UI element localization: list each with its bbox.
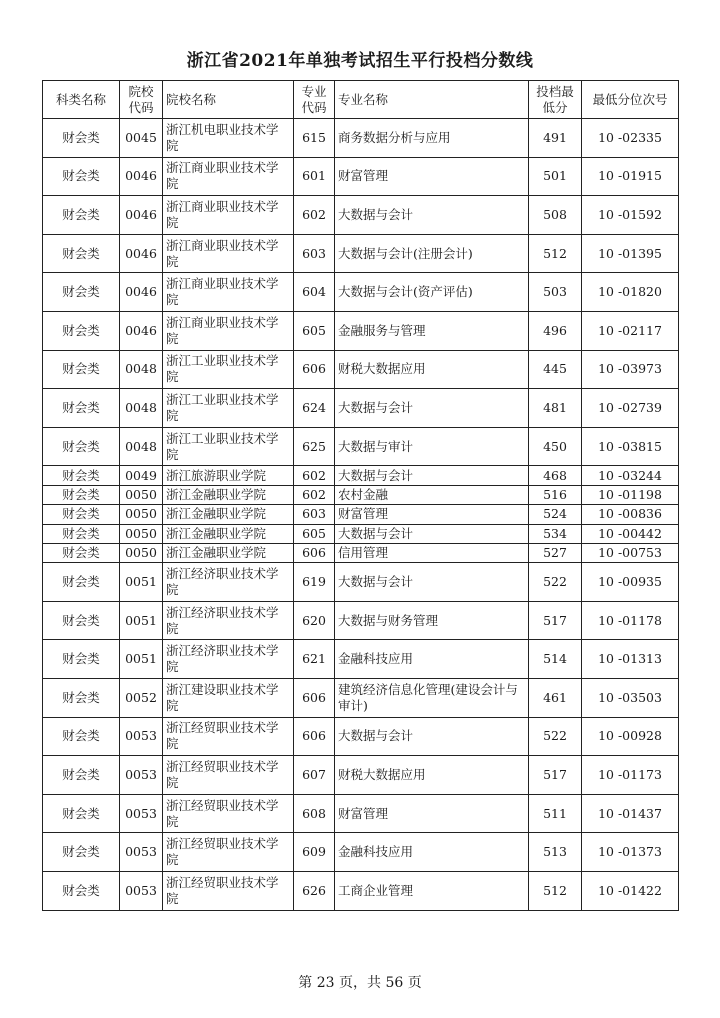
cell-min-rank: 10 -01173 — [582, 756, 679, 795]
cell-school-name: 浙江经贸职业技术学院 — [163, 833, 294, 872]
cell-min-score: 445 — [529, 350, 582, 389]
table-row — [43, 756, 679, 795]
page-title: 浙江省2021年单独考试招生平行投档分数线 — [186, 51, 534, 71]
cell-school-name: 浙江经贸职业技术学院 — [163, 756, 294, 795]
cell-major-name: 财富管理 — [335, 505, 529, 524]
cell-min-rank: 10 -00753 — [582, 543, 679, 562]
cell-category: 财会类 — [43, 485, 120, 504]
cell-school-code: 0048 — [120, 427, 163, 466]
cell-min-score: 516 — [529, 485, 582, 504]
cell-category: 财会类 — [43, 119, 120, 158]
cell-min-score: 468 — [529, 466, 582, 485]
cell-min-score: 496 — [529, 311, 582, 350]
cell-school-name: 浙江机电职业技术学院 — [163, 119, 294, 158]
table-row — [43, 273, 679, 312]
cell-min-score: 513 — [529, 833, 582, 872]
cell-min-rank: 10 -03815 — [582, 427, 679, 466]
table-row — [43, 679, 679, 718]
cell-category: 财会类 — [43, 234, 120, 273]
cell-major-code: 624 — [294, 389, 335, 428]
cell-category: 财会类 — [43, 157, 120, 196]
cell-major-name: 财税大数据应用 — [335, 350, 529, 389]
cell-school-code: 0053 — [120, 833, 163, 872]
cell-school-name: 浙江金融职业学院 — [163, 543, 294, 562]
table-row — [43, 350, 679, 389]
cell-school-code: 0053 — [120, 794, 163, 833]
cell-major-code: 625 — [294, 427, 335, 466]
cell-major-name: 财富管理 — [335, 794, 529, 833]
cell-major-code: 606 — [294, 717, 335, 756]
table-row — [43, 563, 679, 602]
cell-school-name: 浙江建设职业技术学院 — [163, 679, 294, 718]
cell-min-rank: 10 -01373 — [582, 833, 679, 872]
cell-school-name: 浙江经济职业技术学院 — [163, 563, 294, 602]
cell-category: 财会类 — [43, 196, 120, 235]
header-major-name: 专业名称 — [335, 81, 529, 119]
cell-min-rank: 10 -01820 — [582, 273, 679, 312]
table-row — [43, 794, 679, 833]
cell-major-name: 金融科技应用 — [335, 833, 529, 872]
cell-major-name: 大数据与会计(资产评估) — [335, 273, 529, 312]
table-row — [43, 427, 679, 466]
cell-school-code: 0050 — [120, 524, 163, 543]
cell-min-rank: 10 -01422 — [582, 872, 679, 911]
cell-major-name: 大数据与会计 — [335, 717, 529, 756]
table-row — [43, 157, 679, 196]
cell-school-code: 0051 — [120, 601, 163, 640]
cell-major-code: 606 — [294, 679, 335, 718]
table-row — [43, 872, 679, 911]
cell-min-score: 450 — [529, 427, 582, 466]
cell-category: 财会类 — [43, 466, 120, 485]
cell-major-name: 大数据与审计 — [335, 427, 529, 466]
cell-major-code: 602 — [294, 196, 335, 235]
cell-min-rank: 10 -03244 — [582, 466, 679, 485]
cell-major-code: 601 — [294, 157, 335, 196]
cell-min-score: 461 — [529, 679, 582, 718]
cell-min-rank: 10 -02117 — [582, 311, 679, 350]
cell-category: 财会类 — [43, 794, 120, 833]
cell-min-score: 517 — [529, 756, 582, 795]
cell-major-name: 大数据与会计(注册会计) — [335, 234, 529, 273]
cell-school-name: 浙江工业职业技术学院 — [163, 350, 294, 389]
header-min-score: 投档最低分 — [529, 81, 582, 119]
cell-school-name: 浙江商业职业技术学院 — [163, 157, 294, 196]
cell-major-name: 信用管理 — [335, 543, 529, 562]
cell-major-code: 602 — [294, 466, 335, 485]
cell-min-rank: 10 -00836 — [582, 505, 679, 524]
cell-min-rank: 10 -01313 — [582, 640, 679, 679]
table-row — [43, 833, 679, 872]
cell-min-rank: 10 -01198 — [582, 485, 679, 504]
cell-min-score: 522 — [529, 563, 582, 602]
cell-school-name: 浙江工业职业技术学院 — [163, 427, 294, 466]
cell-major-name: 大数据与会计 — [335, 524, 529, 543]
cell-major-code: 621 — [294, 640, 335, 679]
table-row — [43, 717, 679, 756]
table-row — [43, 466, 679, 485]
cell-major-code: 605 — [294, 524, 335, 543]
cell-school-name: 浙江经贸职业技术学院 — [163, 872, 294, 911]
cell-min-score: 491 — [529, 119, 582, 158]
cell-school-code: 0049 — [120, 466, 163, 485]
cell-major-code: 620 — [294, 601, 335, 640]
cell-school-code: 0046 — [120, 273, 163, 312]
cell-school-name: 浙江商业职业技术学院 — [163, 196, 294, 235]
cell-school-name: 浙江经济职业技术学院 — [163, 601, 294, 640]
cell-school-code: 0053 — [120, 756, 163, 795]
cell-major-name: 财税大数据应用 — [335, 756, 529, 795]
table-row — [43, 601, 679, 640]
cell-school-name: 浙江金融职业学院 — [163, 505, 294, 524]
cell-min-rank: 10 -02335 — [582, 119, 679, 158]
table-header-row — [43, 81, 679, 119]
cell-min-rank: 10 -01915 — [582, 157, 679, 196]
cell-min-score: 501 — [529, 157, 582, 196]
cell-min-score: 512 — [529, 234, 582, 273]
cell-major-name: 财富管理 — [335, 157, 529, 196]
cell-min-score: 481 — [529, 389, 582, 428]
cell-min-score: 514 — [529, 640, 582, 679]
header-major-code: 专业代码 — [294, 81, 335, 119]
cell-category: 财会类 — [43, 872, 120, 911]
cell-major-code: 609 — [294, 833, 335, 872]
cell-school-name: 浙江商业职业技术学院 — [163, 234, 294, 273]
cell-school-code: 0051 — [120, 563, 163, 602]
cell-school-name: 浙江工业职业技术学院 — [163, 389, 294, 428]
cell-school-name: 浙江经济职业技术学院 — [163, 640, 294, 679]
cell-school-name: 浙江旅游职业学院 — [163, 466, 294, 485]
cell-major-code: 619 — [294, 563, 335, 602]
cell-major-name: 大数据与会计 — [335, 196, 529, 235]
cell-school-code: 0053 — [120, 872, 163, 911]
table-row — [43, 524, 679, 543]
cell-min-rank: 10 -00928 — [582, 717, 679, 756]
cell-school-code: 0053 — [120, 717, 163, 756]
cell-school-code: 0051 — [120, 640, 163, 679]
cell-major-name: 商务数据分析与应用 — [335, 119, 529, 158]
cell-major-name: 农村金融 — [335, 485, 529, 504]
cell-min-rank: 10 -01437 — [582, 794, 679, 833]
score-table — [42, 80, 679, 911]
cell-min-score: 534 — [529, 524, 582, 543]
cell-major-code: 603 — [294, 505, 335, 524]
cell-major-code: 626 — [294, 872, 335, 911]
cell-major-name: 金融服务与管理 — [335, 311, 529, 350]
cell-school-name: 浙江金融职业学院 — [163, 524, 294, 543]
page-footer: 第 23 页，共 56 页 — [298, 975, 422, 991]
cell-min-score: 512 — [529, 872, 582, 911]
table-row — [43, 311, 679, 350]
table-row — [43, 543, 679, 562]
header-min-rank: 最低分位次号 — [582, 81, 679, 119]
cell-school-code: 0052 — [120, 679, 163, 718]
cell-min-rank: 10 -02739 — [582, 389, 679, 428]
cell-major-code: 615 — [294, 119, 335, 158]
header-school-name: 院校名称 — [163, 81, 294, 119]
table-row — [43, 119, 679, 158]
cell-category: 财会类 — [43, 350, 120, 389]
cell-min-rank: 10 -00935 — [582, 563, 679, 602]
cell-category: 财会类 — [43, 311, 120, 350]
cell-school-name: 浙江商业职业技术学院 — [163, 273, 294, 312]
cell-min-score: 527 — [529, 543, 582, 562]
cell-major-code: 605 — [294, 311, 335, 350]
cell-min-rank: 10 -01395 — [582, 234, 679, 273]
cell-min-score: 524 — [529, 505, 582, 524]
cell-school-code: 0046 — [120, 157, 163, 196]
cell-major-name: 金融科技应用 — [335, 640, 529, 679]
cell-category: 财会类 — [43, 524, 120, 543]
header-school-code: 院校代码 — [120, 81, 163, 119]
cell-major-name: 大数据与会计 — [335, 563, 529, 602]
cell-school-code: 0048 — [120, 389, 163, 428]
cell-min-score: 503 — [529, 273, 582, 312]
cell-major-code: 607 — [294, 756, 335, 795]
cell-school-code: 0050 — [120, 543, 163, 562]
cell-major-code: 604 — [294, 273, 335, 312]
table-row — [43, 234, 679, 273]
cell-school-name: 浙江商业职业技术学院 — [163, 311, 294, 350]
cell-category: 财会类 — [43, 756, 120, 795]
cell-category: 财会类 — [43, 543, 120, 562]
cell-school-name: 浙江经贸职业技术学院 — [163, 794, 294, 833]
cell-school-code: 0046 — [120, 234, 163, 273]
cell-min-rank: 10 -03503 — [582, 679, 679, 718]
cell-major-code: 606 — [294, 543, 335, 562]
cell-min-score: 522 — [529, 717, 582, 756]
table-row — [43, 640, 679, 679]
cell-school-name: 浙江金融职业学院 — [163, 485, 294, 504]
cell-school-code: 0046 — [120, 196, 163, 235]
cell-major-name: 建筑经济信息化管理(建设会计与审计) — [335, 679, 529, 718]
cell-major-name: 大数据与财务管理 — [335, 601, 529, 640]
cell-min-rank: 10 -00442 — [582, 524, 679, 543]
cell-category: 财会类 — [43, 505, 120, 524]
cell-min-rank: 10 -01592 — [582, 196, 679, 235]
cell-category: 财会类 — [43, 273, 120, 312]
cell-category: 财会类 — [43, 679, 120, 718]
cell-major-name: 大数据与会计 — [335, 466, 529, 485]
cell-category: 财会类 — [43, 389, 120, 428]
cell-major-code: 608 — [294, 794, 335, 833]
cell-school-code: 0050 — [120, 485, 163, 504]
table-body — [43, 119, 679, 911]
table-row — [43, 196, 679, 235]
cell-major-code: 603 — [294, 234, 335, 273]
table-row — [43, 505, 679, 524]
cell-school-code: 0046 — [120, 311, 163, 350]
cell-major-name: 工商企业管理 — [335, 872, 529, 911]
cell-category: 财会类 — [43, 640, 120, 679]
cell-min-rank: 10 -03973 — [582, 350, 679, 389]
cell-category: 财会类 — [43, 427, 120, 466]
table-row — [43, 389, 679, 428]
cell-school-code: 0048 — [120, 350, 163, 389]
cell-min-score: 508 — [529, 196, 582, 235]
cell-school-code: 0050 — [120, 505, 163, 524]
cell-school-code: 0045 — [120, 119, 163, 158]
cell-category: 财会类 — [43, 601, 120, 640]
cell-min-score: 517 — [529, 601, 582, 640]
cell-min-score: 511 — [529, 794, 582, 833]
cell-min-rank: 10 -01178 — [582, 601, 679, 640]
header-category: 科类名称 — [43, 81, 120, 119]
table-row — [43, 485, 679, 504]
cell-school-name: 浙江经贸职业技术学院 — [163, 717, 294, 756]
cell-category: 财会类 — [43, 717, 120, 756]
cell-category: 财会类 — [43, 833, 120, 872]
cell-major-code: 606 — [294, 350, 335, 389]
cell-major-name: 大数据与会计 — [335, 389, 529, 428]
cell-category: 财会类 — [43, 563, 120, 602]
cell-major-code: 602 — [294, 485, 335, 504]
